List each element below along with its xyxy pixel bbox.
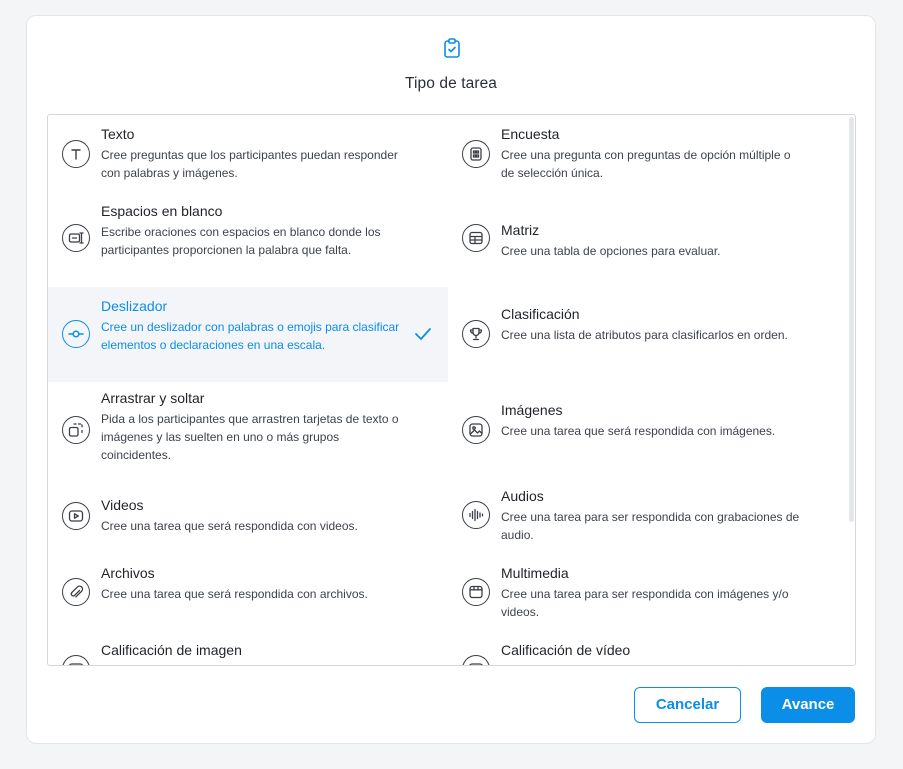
task-option-description: Cree una tarea para ser respondida con imágenes y/o videos. — [501, 587, 789, 619]
task-option-name: Audios — [501, 488, 544, 504]
task-option-name: Espacios en blanco — [101, 203, 223, 219]
multimedia-icon — [462, 578, 490, 606]
task-option-name: Archivos — [101, 565, 155, 581]
task-option-name: Videos — [101, 497, 144, 513]
task-option-description: Cree un deslizador con palabras o emojis para clasificar elementos o declaraciones en una escala. — [101, 320, 400, 352]
matrix-icon — [462, 224, 490, 252]
task-option-name: Imágenes — [501, 402, 563, 418]
task-option-description: Pida a los participantes que arrastren tarjetas de texto o imágenes y las suelten en uno o más grupos coincidentes. — [101, 412, 399, 462]
task-option-description: Cree una tarea para ser respondida con grabaciones de audio. — [501, 510, 800, 542]
drag-drop-icon — [62, 416, 90, 444]
task-option-encuesta[interactable] — [448, 115, 848, 191]
text-icon — [62, 140, 90, 168]
next-button[interactable]: Avance — [761, 687, 855, 723]
image-icon — [462, 416, 490, 444]
task-type-list[interactable] — [47, 114, 856, 666]
task-option-name: Calificación de imagen — [101, 642, 242, 658]
task-option-texto[interactable] — [48, 115, 448, 195]
task-option-name: Arrastrar y soltar — [101, 390, 205, 406]
checkmark-icon — [414, 327, 432, 341]
task-option-name: Calificación de vídeo — [501, 642, 631, 658]
audio-wave-icon — [462, 501, 490, 529]
clipboard-check-icon — [443, 37, 461, 59]
task-option-clasificacion[interactable] — [448, 295, 848, 371]
task-option-archivos[interactable] — [48, 558, 448, 635]
task-option-videos[interactable] — [48, 482, 448, 558]
task-option-name: Matriz — [501, 222, 540, 238]
task-option-matriz[interactable] — [448, 211, 848, 271]
fill-blank-icon — [62, 224, 90, 252]
trophy-icon — [462, 320, 490, 348]
task-option-calificacion-de-imagen[interactable] — [48, 635, 448, 666]
task-option-description: Cree preguntas que los participantes puedan responder con palabras y imágenes. — [101, 148, 398, 180]
task-option-description: Cree una tabla de opciones para evaluar. — [501, 244, 721, 258]
task-type-dialog — [26, 15, 876, 744]
task-option-description: Cree una tarea que será respondida con imágenes. — [501, 424, 776, 438]
task-option-description: Cree una pregunta con preguntas de opción múltiple o de selección única. — [501, 148, 791, 180]
survey-icon — [462, 140, 490, 168]
task-option-espacios-en-blanco[interactable] — [48, 195, 448, 287]
scrollbar-thumb[interactable] — [849, 117, 854, 522]
task-option-deslizador[interactable] — [48, 287, 448, 382]
task-option-calificacion-de-video[interactable] — [448, 635, 848, 666]
slider-icon — [62, 320, 90, 348]
video-icon — [62, 502, 90, 530]
task-option-description: Cree una lista de atributos para clasificarlos en orden. — [501, 328, 788, 342]
image-rating-icon — [62, 655, 90, 666]
task-option-name: Deslizador — [101, 298, 168, 314]
task-option-description: Escribe oraciones con espacios en blanco donde los participantes proporcionen la palabra que falta. — [101, 225, 381, 257]
task-option-multimedia[interactable] — [448, 554, 848, 630]
task-option-description: Cree una tarea que será respondida con archivos. — [101, 587, 368, 601]
video-rating-icon — [462, 655, 490, 666]
task-option-arrastrar-y-soltar[interactable] — [48, 382, 448, 482]
task-option-description: Cree una tarea que será respondida con videos. — [101, 519, 358, 533]
scrollbar[interactable] — [847, 115, 855, 665]
task-option-name: Encuesta — [501, 126, 560, 142]
task-option-imagenes[interactable] — [448, 391, 848, 467]
task-option-name: Clasificación — [501, 306, 580, 322]
dialog-title: Tipo de tarea — [404, 75, 498, 92]
cancel-button[interactable]: Cancelar — [634, 687, 741, 723]
task-option-audios[interactable] — [448, 477, 848, 553]
paperclip-icon — [62, 578, 90, 606]
task-option-name: Multimedia — [501, 565, 569, 581]
task-option-name: Texto — [101, 126, 135, 142]
